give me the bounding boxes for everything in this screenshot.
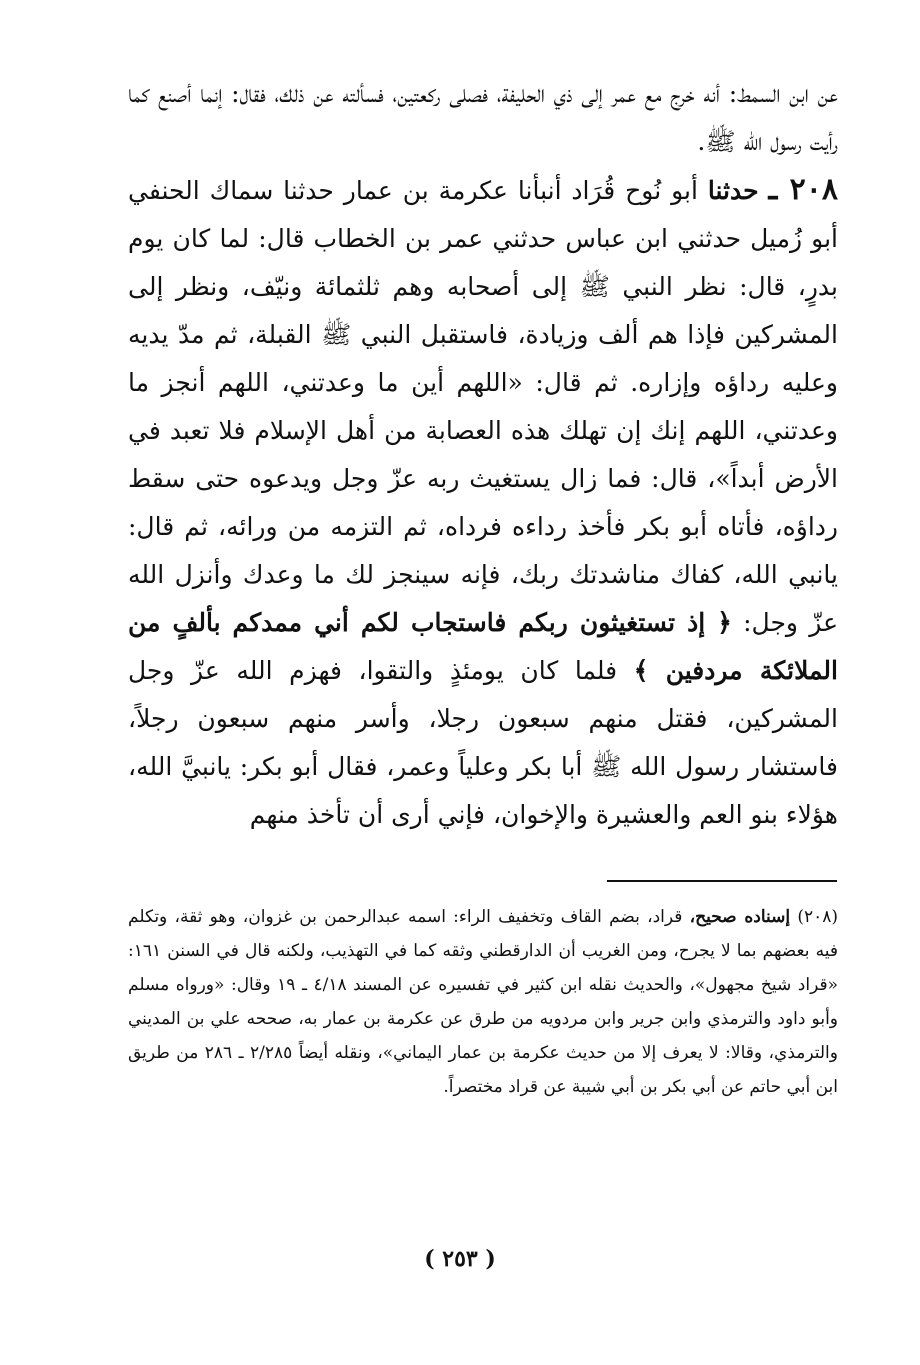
hadith-lead: حدثنا [707, 176, 759, 205]
quran-quote: ﴿ إذ تستغيثون ربكم فاستجاب لكم أني ممدكم بألفٍ من الملائكة مردفين ﴾ [128, 608, 838, 685]
footnote-lead: إسناده صحيح، [689, 907, 791, 927]
hadith-paragraph [128, 166, 838, 839]
footnote [128, 900, 838, 1104]
main-text [128, 70, 838, 839]
hadith-text-2: فلما كان يومئذٍ والتقوا، فهزم الله عزّ وجل المشركين، فقتل منهم سبعون رجلا، وأسر منهم سبعون رجلاً، فاستشار رسول الله ﷺ أبا بكر وعلياً وعمر، فقال أبو بكر: يانبيَّ الله، هؤلاء بنو العم والعشيرة والإخوان، فإني أرى أن تأخذ منهم [128, 656, 838, 829]
footnote-text: قراد، بضم القاف وتخفيف الراء: اسمه عبدالرحمن بن غزوان، وهو ثقة، وتكلم فيه بعضهم بما لا يجرح، ومن الغريب أن الدارقطني وثقه كما في التهذيب، ولكنه قال في السنن ١٦١: «قراد شيخ مجهول»، والحديث نقله ابن كثير في تفسيره عن المسند ٤/١٨ ـ ١٩ وقال: «ورواه مسلم وأبو داود والترمذي وابن جرير وابن مردويه من طرق عن عكرمة بن عمار به، صححه علي بن المديني والترمذي، وقالا: لا يعرف إلا من حديث عكرمة بن عمار اليماني»، ونقله أيضاً ٢/٢٨٥ ـ ٢٨٦ من طريق ابن أبي حاتم عن أبي بكر بن أبي شيبة عن قراد مختصراً. [128, 907, 838, 1097]
page-number: ( ٢٥٣ ) [424, 1246, 496, 1272]
footnote-divider [607, 880, 837, 882]
hadith-number: ٢٠٨ ـ [768, 172, 838, 207]
footnote-paragraph [128, 900, 838, 1104]
intro-paragraph: عن ابن السمط: أنه خرج مع عمر إلى ذي الحليفة، فصلى ركعتين، فسألته عن ذلك، فقال: إنما أصنع كما رأيت رسول الله ﷺ. [128, 79, 838, 156]
footnote-marker: (٢٠٨) [797, 907, 838, 927]
hadith-text-1: أبو نُوح قُرَاد أنبأنا عكرمة بن عمار حدثنا سماك الحنفي أبو زُميل حدثني ابن عباس حدثني عمر بن الخطاب قال: لما كان يوم بدرٍ، قال: نظر النبي ﷺ إلى أصحابه وهم ثلثمائة ونيّف، ونظر إلى المشركين فإذا هم ألف وزيادة، فاستقبل النبي ﷺ القبلة، ثم مدّ يديه وعليه رداؤه وإزاره. ثم قال: «اللهم أين ما وعدتني، اللهم أنجز ما وعدتني، اللهم إنك إن تهلك هذه العصابة من أهل الإسلام فلا تعبد في الأرض أبداً»، قال: فما زال يستغيث ربه عزّ وجل ويدعوه حتى سقط رداؤه، فأتاه أبو بكر فأخذ رداءه فرداه، ثم التزمه من ورائه، ثم قال: يانبي الله، كفاك مناشدتك ربك، فإنه سينجز لك ما وعدك وأنزل الله عزّ وجل: [128, 176, 838, 637]
